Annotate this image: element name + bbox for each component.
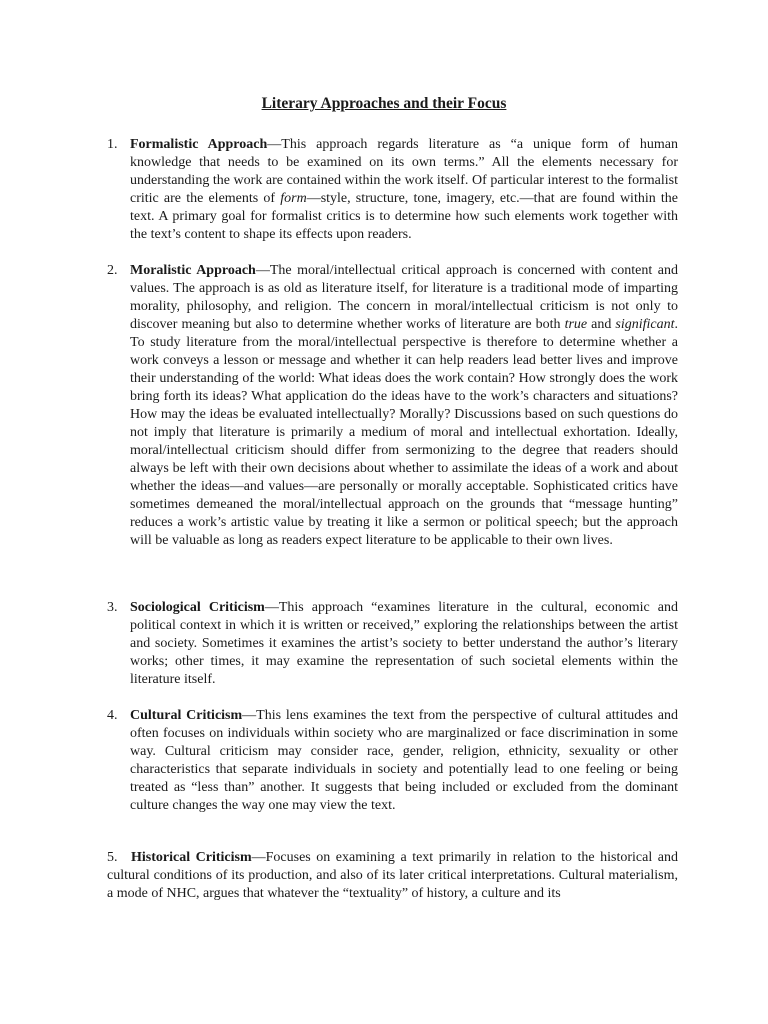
list-item-formalistic xyxy=(107,136,678,244)
item-heading: Moralistic Approach xyxy=(130,263,256,278)
emphasis-form: form xyxy=(280,191,307,206)
item-body: —The moral/intellectual critical approach is concerned with content and values. The approach is as old as literature itself, for literature is a traditional mode of imparting morality, philosophy, and religion. The concern in moral/intellectual criticism is not only to discover meaning but also to determine whether works of literature are both xyxy=(130,263,678,332)
emphasis-true: true xyxy=(564,317,588,332)
item-heading: Formalistic Approach xyxy=(130,137,268,152)
item-heading: Cultural Criticism xyxy=(130,708,243,723)
item-number: 4. xyxy=(107,708,118,723)
emphasis-significant: significant xyxy=(615,317,675,332)
item-heading: Sociological Criticism xyxy=(130,600,265,615)
item-body: —This approach regards literature as “a unique form of human knowledge that needs to be examined on its own terms.” All the elements necessary for understanding the work are contained within the work itself. Of particular interest to the formalist critic are the elements of xyxy=(130,137,679,206)
item-heading: Historical Criticism xyxy=(131,850,252,865)
list-item-cultural xyxy=(107,707,678,815)
item-body: —style, structure, tone, imagery, etc.—that are found within the text. A primary goal for formalist critics is to determine how such elements work together with the text’s content to shape its effects upon readers. xyxy=(130,191,678,242)
item-number: 3. xyxy=(107,600,118,615)
list-item-historical xyxy=(107,849,678,903)
item-text xyxy=(130,136,678,244)
item-number: 2. xyxy=(107,263,118,278)
list-item-moralistic xyxy=(107,262,678,550)
item-body: —This lens examines the text from the perspective of cultural attitudes and often focuses on individuals within society who are marginalized or face discrimination in some way. Cultural criticism may consider race, gender, religion, ethnicity, sexuality or other characteristics that separate individuals in society and potentially lead to one feeling or being treated as “less than” another. It suggests that being included or excluded from the dominant culture changes the way one may view the text. xyxy=(130,708,678,813)
item-text xyxy=(130,262,678,550)
document-title: Literary Approaches and their Focus xyxy=(261,95,507,112)
item-body: . To study literature from the moral/intellectual perspective is therefore to determine whether a work conveys a lesson or message and whether it can help readers lead better lives and improve their understanding of the world: What ideas does the work contain? How strongly does the work bring forth its ideas? What application do the ideas have to the work’s characters and situations? How may the ideas be evaluated intellectually? Morally? Discussions based on such questions do not imply that literature is primarily a medium of moral and intellectual exhortation. Ideally, moral/intellectual criticism should differ from sermonizing to the degree that readers should always be left with their own decisions about whether to assimilate the ideas of a work and about whether the ideas—and values—are personally or morally acceptable. Sophisticated critics have sometimes demeaned the moral/intellectual approach on the grounds that “message hunting” reduces a work’s artistic value by treating it like a sermon or political speech; but the approach will be valuable as long as readers expect literature to be applicable to their own lives. xyxy=(130,317,678,548)
item-number: 1. xyxy=(107,137,118,152)
item-body: —This approach “examines literature in the cultural, economic and political context in which it is written or received,” exploring the relationships between the artist and society. Sometimes it examines the artist’s society to better understand the author’s literary works; other times, it may examine the representation of such societal elements within the literature itself. xyxy=(130,600,679,687)
item-text xyxy=(130,707,678,815)
list-item-sociological xyxy=(107,599,678,689)
item-number: 5. xyxy=(107,850,118,865)
item-body: and xyxy=(587,317,616,332)
item-text xyxy=(130,599,678,689)
item-body: —Focuses on examining a text primarily in relation to the historical and cultural conditions of its production, and also of its later critical interpretations. Cultural materialism, a mode of NHC, argues that whatever the “textuality” of history, a culture and its xyxy=(107,850,679,901)
